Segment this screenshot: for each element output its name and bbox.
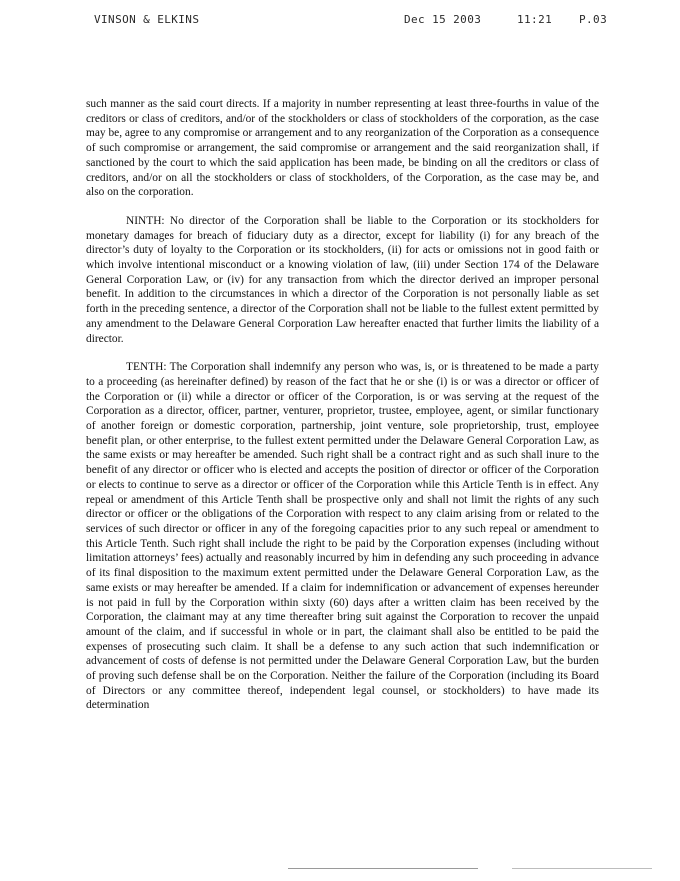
paragraph-continuation: such manner as the said court directs. If a majority in number representing at least three-fourths in value of the creditors or class of creditors, and/or of the stockholders or class of stockholders of the corporation, as the case may be, agree to any compromise or arrangement and to any reorganization of the Corporation as a consequence of such compromise or arrangement, the said compromise or arrangement and the said reorganization shall, if sanctioned by the court to which the said application has been made, be binding on all the creditors or class of creditors, and/or on all the stockholders or class of stockholders, of the Corporation, as the case may be, and also on the corporation. [86, 98, 599, 199]
paragraph-tenth: TENTH: The Corporation shall indemnify any person who was, is, or is threatened to be made a party to a proceeding (as hereinafter defined) by reason of the fact that he or she (i) is or was a director or officer of the Corporation or (ii) while a director or officer of the Corporation, is or was serving at the request of the Corporation as a director, officer, partner, venturer, proprietor, trustee, employee, agent, or similar functionary of another foreign or domestic corporation, partnership, joint venture, sole proprietorship, trust, employee benefit plan, or other enterprise, to the fullest extent permitted under the Delaware General Corporation Law, as the same exists or may hereafter be amended. Such right shall be a contract right and as such shall inure to the benefit of any director or officer who is elected and accepts the position of director or officer of the Corporation or elects to continue to serve as a director or officer of the Corporation while this Article Tenth is in effect. Any repeal or amendment of this Article Tenth shall be prospective only and shall not limit the rights of any such director or officer or the obligations of the Corporation with respect to any claim arising from or related to the services of such director or officer in any of the foregoing capacities prior to any such repeal or amendment to this Article Tenth. Such right shall include the right to be paid by the Corporation expenses (including without limitation attorneys’ fees) actually and reasonably incurred by him in defending any such proceeding in advance of its final disposition to the maximum extent permitted under the Delaware General Corporation Law, as the same exists or may hereafter be amended. If a claim for indemnification or advancement of expenses hereunder is not paid in full by the Corporation within sixty (60) days after a written claim has been received by the Corporation, the claimant may at any time thereafter bring suit against the Corporation to recover the unpaid amount of the claim, and if successful in whole or in part, the claimant shall also be entitled to be paid the expenses of prosecuting such claim. It shall be a defense to any such action that such indemnification or advancement of costs of defense is not permitted under the Delaware General Corporation Law, but the burden of proving such defense shall be on the Corporation. Neither the failure of the Corporation (including its Board of Directors or any committee thereof, independent legal counsel, or stockholders) to have made its determination [86, 361, 599, 712]
scan-artifact-line [288, 868, 478, 869]
fax-header [94, 13, 620, 29]
fax-date: Dec 15 2003 [404, 13, 482, 26]
fax-page-number: P.03 [579, 13, 608, 26]
fax-sender: VINSON & ELKINS [94, 13, 200, 26]
paragraph-ninth: NINTH: No director of the Corporation shall be liable to the Corporation or its stockholders for monetary damages for breach of fiduciary duty as a director, except for liability (i) for any breach of the director’s duty of loyalty to the Corporation or its stockholders, (ii) for acts or omissions not in good faith or which involve intentional misconduct or a knowing violation of law, (iii) under Section 174 of the Delaware General Corporation Law, or (iv) for any transaction from which the director derived an improper personal benefit. In addition to the circumstances in which a director of the Corporation is not personally liable as set forth in the preceding sentence, a director of the Corporation shall not be liable to the fullest extent permitted by any amendment to the Delaware General Corporation Law hereafter enacted that further limits the liability of a director. [86, 214, 599, 345]
document-body [86, 97, 599, 727]
scan-artifact-line [512, 868, 652, 869]
fax-time: 11:21 [517, 13, 553, 26]
